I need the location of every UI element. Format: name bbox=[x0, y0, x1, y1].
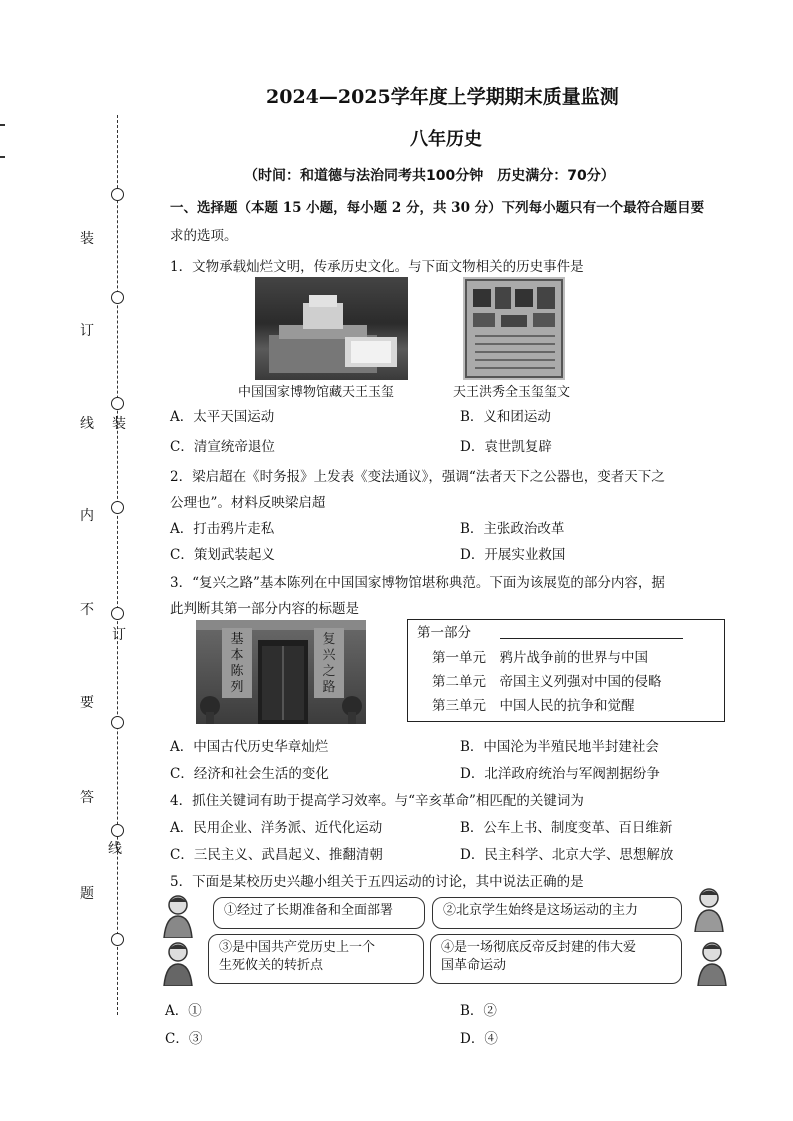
jade-seal-illustration bbox=[255, 277, 408, 380]
binding-hole bbox=[111, 397, 124, 410]
q1-option-c: C．清宣统帝退位 bbox=[170, 439, 275, 455]
binding-hole bbox=[111, 824, 124, 837]
exam-title: 2024—2025学年度上学期期末质量监测 bbox=[266, 86, 619, 108]
q4-option-b: B．公车上书、制度变革、百日维新 bbox=[460, 820, 673, 836]
seal-inscription-pattern bbox=[463, 277, 565, 380]
q4-option-c: C．三民主义、武昌起义、推翻清朝 bbox=[170, 847, 383, 863]
q2-stem-line2: 公理也”。材料反映梁启超 bbox=[170, 495, 326, 511]
q1-option-b: B．义和团运动 bbox=[460, 409, 551, 425]
speech-bubble-3 bbox=[208, 934, 424, 984]
student-icon bbox=[160, 940, 196, 986]
q4-option-a: A．民用企业、洋务派、近代化运动 bbox=[170, 820, 383, 836]
binding-hole bbox=[111, 188, 124, 201]
margin-tick bbox=[0, 156, 5, 158]
q3-stem-line1: 3．“复兴之路”基本陈列在中国国家博物馆堪称典范。下面为该展览的部分内容，据 bbox=[170, 575, 665, 591]
margin-char: 线 bbox=[80, 416, 94, 432]
student-icon bbox=[692, 886, 726, 932]
exam-subject: 八年历史 bbox=[410, 129, 482, 150]
q3-option-b: B．中国沦为半殖民地半封建社会 bbox=[460, 739, 659, 755]
box-part-title: 第一部分 bbox=[417, 625, 471, 641]
bubble-1-text: ①经过了长期准备和全面部署 bbox=[224, 903, 394, 918]
bubble-3-line2: 生死攸关的转折点 bbox=[219, 958, 324, 973]
binding-hole bbox=[111, 291, 124, 304]
q3-option-d: D．北洋政府统治与军阀割据纷争 bbox=[460, 766, 660, 782]
q1-caption-left: 中国国家博物馆藏天王玉玺 bbox=[238, 385, 395, 400]
speech-bubble-2 bbox=[432, 897, 682, 929]
margin-char: 订 bbox=[80, 323, 94, 339]
binding-hole bbox=[111, 607, 124, 620]
photo-sign-right: 复兴之路 bbox=[322, 632, 336, 695]
bubble-3-line1: ③是中国共产党历史上一个 bbox=[219, 940, 376, 955]
binding-dashed-line bbox=[117, 115, 118, 1015]
box-unit-2: 第二单元 帝国主义列强对中国的侵略 bbox=[432, 674, 662, 690]
margin-char: 不 bbox=[80, 602, 94, 618]
speech-bubble-4 bbox=[430, 934, 682, 984]
section-heading-line2: 求的选项。 bbox=[170, 228, 238, 244]
box-unit-3: 第三单元 中国人民的抗争和觉醒 bbox=[432, 698, 635, 714]
q1-stem: 1．文物承载灿烂文明，传承历史文化。与下面文物相关的历史事件是 bbox=[170, 259, 584, 275]
binding-hole bbox=[111, 933, 124, 946]
q5-option-b: B．② bbox=[460, 1003, 497, 1019]
jade-seal-photo bbox=[255, 277, 408, 380]
margin-char: 题 bbox=[80, 886, 94, 902]
bubble-4-line2: 国革命运动 bbox=[441, 958, 507, 973]
q3-option-c: C．经济和社会生活的变化 bbox=[170, 766, 329, 782]
section-heading-line1: 一、选择题（本题 15 小题，每小题 2 分，共 30 分）下列每小题只有一个最符合题目要 bbox=[170, 200, 705, 216]
q3-option-a: A．中国古代历史华章灿烂 bbox=[170, 739, 329, 755]
exhibition-entrance-photo bbox=[196, 620, 366, 724]
q4-stem: 4．抓住关键词有助于提高学习效率。与“辛亥革命”相匹配的关键词为 bbox=[170, 793, 584, 809]
q5-stem: 5．下面是某校历史兴趣小组关于五四运动的讨论，其中说法正确的是 bbox=[170, 874, 584, 890]
exhibition-entrance-illustration bbox=[196, 620, 366, 724]
q4-option-d: D．民主科学、北京大学、思想解放 bbox=[460, 847, 674, 863]
margin-inner-char: 订 bbox=[112, 627, 126, 643]
box-unit-1: 第一单元 鸦片战争前的世界与中国 bbox=[432, 650, 648, 666]
q1-option-a: A．太平天国运动 bbox=[170, 409, 275, 425]
q3-stem-line2: 此判断其第一部分内容的标题是 bbox=[170, 601, 359, 617]
q2-option-c: C．策划武装起义 bbox=[170, 547, 275, 563]
photo-sign-left: 基本陈列 bbox=[230, 632, 244, 695]
q2-option-b: B．主张政治改革 bbox=[460, 521, 565, 537]
binding-hole bbox=[111, 501, 124, 514]
bubble-4-line1: ④是一场彻底反帝反封建的伟大爱 bbox=[441, 940, 637, 955]
answer-blank-line bbox=[500, 638, 683, 639]
q1-caption-right: 天王洪秀全玉玺玺文 bbox=[453, 385, 571, 400]
seal-inscription-photo bbox=[463, 277, 565, 380]
q2-option-d: D．开展实业救国 bbox=[460, 547, 566, 563]
margin-inner-char: 装 bbox=[112, 416, 126, 432]
speech-bubble-1 bbox=[213, 897, 425, 929]
binding-hole bbox=[111, 716, 124, 729]
exam-info: （时间：和道德与法治同考共100分钟 历史满分：70分） bbox=[244, 168, 615, 184]
q5-option-d: D．④ bbox=[460, 1031, 498, 1047]
margin-char: 装 bbox=[80, 231, 94, 247]
bubble-2-text: ②北京学生始终是这场运动的主力 bbox=[443, 903, 639, 918]
margin-char: 答 bbox=[80, 790, 94, 806]
student-icon bbox=[160, 894, 196, 938]
margin-tick bbox=[0, 124, 5, 126]
margin-char: 内 bbox=[80, 508, 94, 524]
q2-option-a: A．打击鸦片走私 bbox=[170, 521, 275, 537]
q1-option-d: D．袁世凯复辟 bbox=[460, 439, 552, 455]
q5-option-c: C．③ bbox=[165, 1031, 203, 1047]
q2-stem-line1: 2．梁启超在《时务报》上发表《变法通议》，强调“法者天下之公器也，变者天下之 bbox=[170, 469, 665, 485]
margin-inner-char: 线 bbox=[108, 841, 122, 857]
margin-char: 要 bbox=[80, 695, 94, 711]
q5-option-a: A．① bbox=[165, 1003, 202, 1019]
student-icon bbox=[695, 940, 729, 986]
